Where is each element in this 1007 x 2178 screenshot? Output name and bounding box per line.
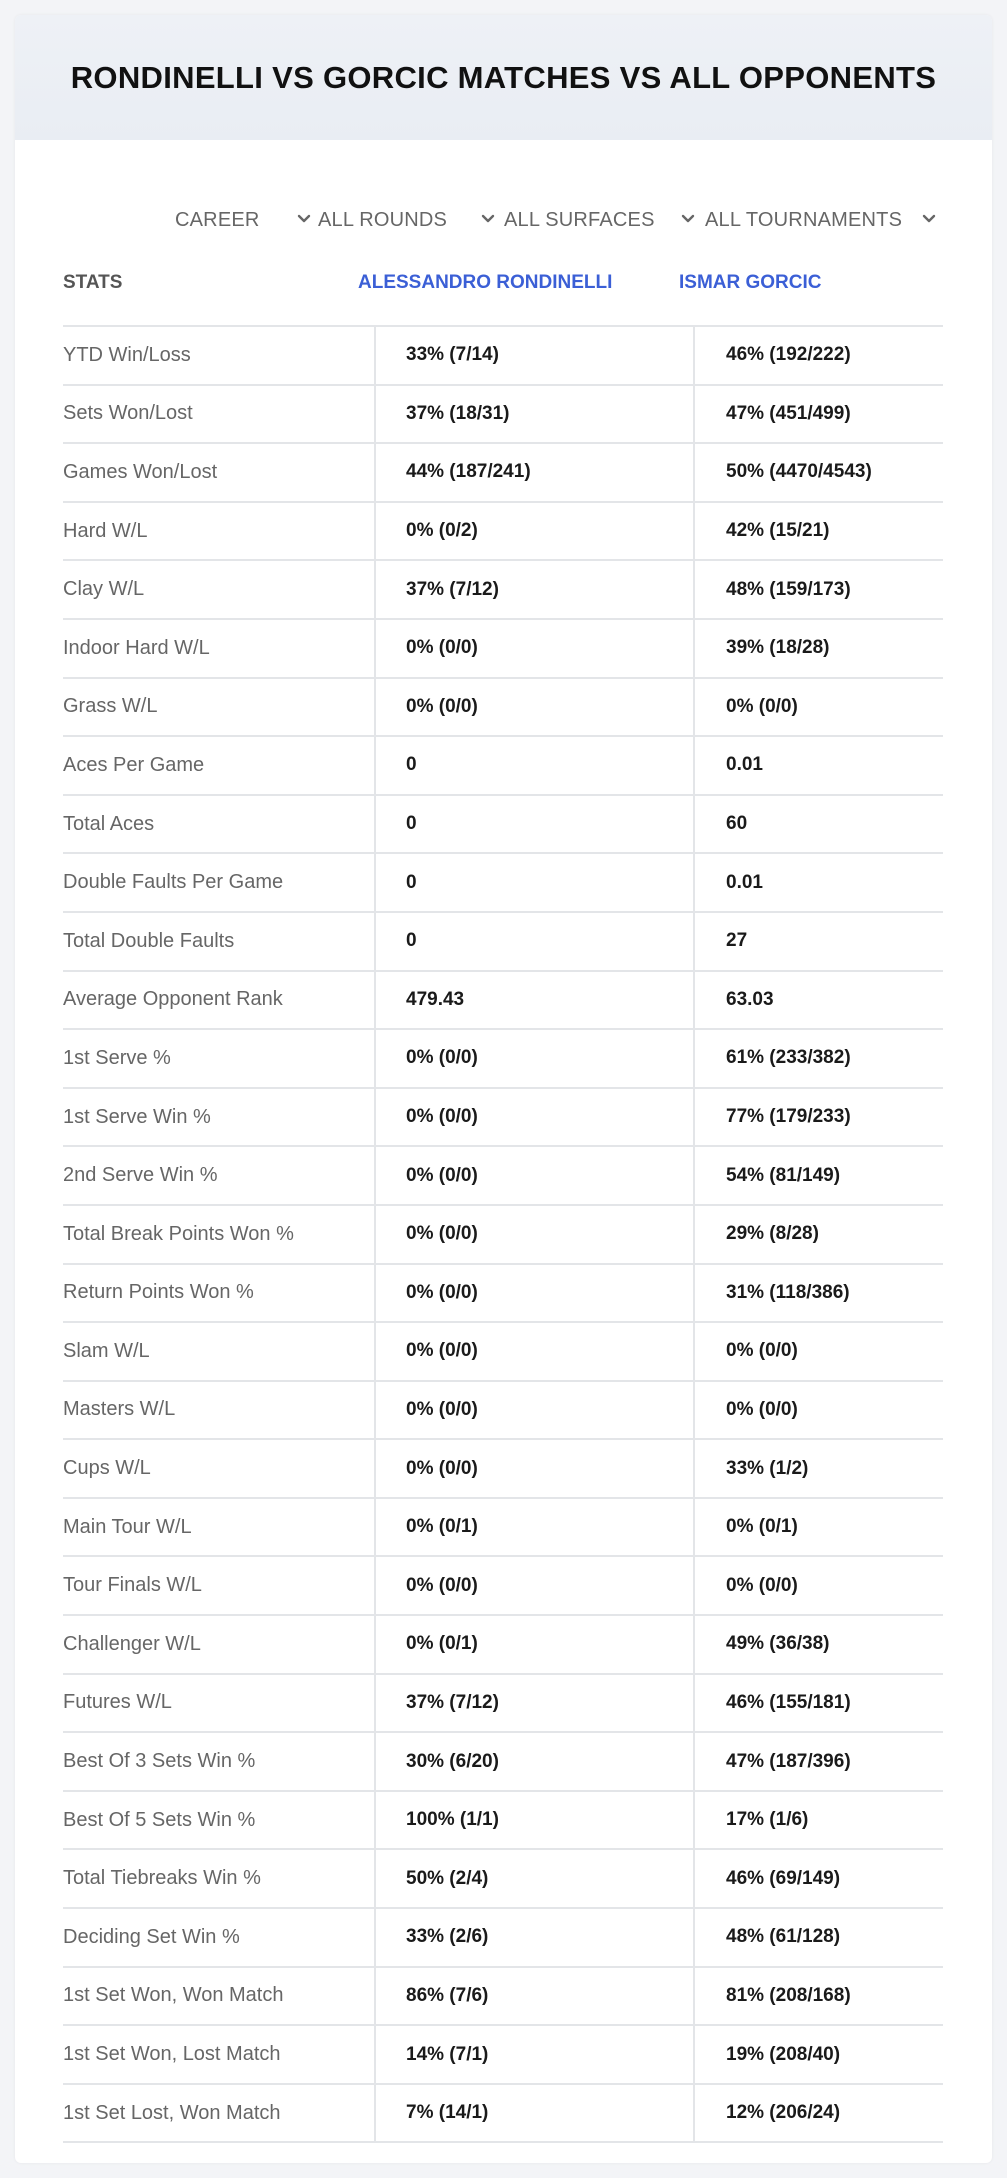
player1-value: 100% (1/1) — [406, 1809, 499, 1831]
table-row — [63, 1733, 943, 1792]
stat-label: Total Aces — [63, 812, 155, 835]
player2-value: 0% (0/0) — [726, 1340, 798, 1362]
stat-label: Main Tour W/L — [63, 1515, 192, 1538]
player2-value: 48% (61/128) — [726, 1926, 841, 1948]
table-row — [63, 1382, 943, 1441]
stat-label: Cups W/L — [63, 1457, 151, 1480]
table-row — [63, 972, 943, 1031]
column-header-player1[interactable]: ALESSANDRO RONDINELLI — [358, 272, 613, 293]
table-row — [63, 1323, 943, 1382]
table-row — [63, 1206, 943, 1265]
column-divider — [374, 327, 376, 2143]
player2-value: 47% (187/396) — [726, 1750, 851, 1772]
table-row — [63, 679, 943, 738]
table-row — [63, 1030, 943, 1089]
player2-value: 27 — [726, 930, 748, 952]
player2-value: 50% (4470/4543) — [726, 461, 872, 483]
table-row — [63, 386, 943, 445]
table-row — [63, 1675, 943, 1734]
stat-label: 1st Set Lost, Won Match — [63, 2101, 281, 2124]
stat-label: 2nd Serve Win % — [63, 1164, 218, 1187]
filter-rounds-label: ALL ROUNDS — [318, 208, 448, 231]
player2-value: 0.01 — [726, 754, 763, 776]
player2-value: 0% (0/0) — [726, 1398, 798, 1420]
stat-label: 1st Set Won, Lost Match — [63, 2043, 281, 2066]
player1-value: 7% (14/1) — [406, 2102, 489, 2124]
page-title: RONDINELLI VS GORCIC MATCHES VS ALL OPPONENTS — [70, 59, 937, 95]
player1-value: 0% (0/0) — [406, 1106, 478, 1128]
player2-value: 46% (155/181) — [726, 1691, 851, 1713]
stat-label: Total Break Points Won % — [63, 1222, 294, 1245]
player2-value: 47% (451/499) — [726, 402, 851, 424]
column-header-player2[interactable]: ISMAR GORCIC — [679, 272, 822, 293]
stats-card — [15, 15, 992, 2163]
player1-value: 0% (0/0) — [406, 1047, 478, 1069]
player1-value: 0 — [406, 813, 417, 835]
filter-career-label: CAREER — [175, 208, 260, 231]
table-row — [63, 854, 943, 913]
table-row — [63, 737, 943, 796]
player2-value: 19% (208/40) — [726, 2043, 841, 2065]
stat-label: Sets Won/Lost — [63, 402, 193, 425]
player1-value: 0% (0/1) — [406, 1633, 478, 1655]
chevron-down-icon — [479, 210, 497, 228]
player1-value: 37% (18/31) — [406, 402, 510, 424]
stat-label: 1st Set Won, Won Match — [63, 1984, 284, 2007]
table-body — [63, 327, 943, 2143]
stat-label: Aces Per Game — [63, 753, 205, 776]
table-row — [63, 2085, 943, 2144]
player2-value: 54% (81/149) — [726, 1164, 841, 1186]
filter-career-select[interactable] — [175, 190, 260, 250]
player2-value: 29% (8/28) — [726, 1223, 819, 1245]
table-row — [63, 1265, 943, 1324]
table-header — [63, 250, 943, 327]
player1-value: 0 — [406, 930, 417, 952]
player2-value: 46% (192/222) — [726, 344, 851, 366]
card-header — [15, 15, 992, 140]
stat-label: Return Points Won % — [63, 1281, 254, 1304]
player2-value: 12% (206/24) — [726, 2102, 841, 2124]
stat-label: Best Of 3 Sets Win % — [63, 1750, 256, 1773]
player1-value: 0% (0/0) — [406, 1340, 478, 1362]
player2-value: 49% (36/38) — [726, 1633, 830, 1655]
player2-value: 17% (1/6) — [726, 1809, 809, 1831]
stat-label: Deciding Set Win % — [63, 1925, 240, 1948]
table-row — [63, 1089, 943, 1148]
chevron-down-icon — [920, 210, 938, 228]
stat-label: Challenger W/L — [63, 1632, 201, 1655]
stat-label: Masters W/L — [63, 1398, 176, 1421]
player2-value: 0% (0/1) — [726, 1516, 798, 1538]
stat-label: Total Double Faults — [63, 929, 235, 952]
player2-value: 0% (0/0) — [726, 1574, 798, 1596]
player1-value: 33% (2/6) — [406, 1926, 489, 1948]
table-row — [63, 1499, 943, 1558]
player2-value: 42% (15/21) — [726, 520, 830, 542]
table-row — [63, 620, 943, 679]
stat-label: 1st Serve Win % — [63, 1105, 211, 1128]
table-row — [63, 503, 943, 562]
player1-value: 0% (0/0) — [406, 695, 478, 717]
player1-value: 0% (0/0) — [406, 1281, 478, 1303]
column-header-stats: STATS — [63, 272, 123, 293]
player1-value: 0% (0/0) — [406, 1457, 478, 1479]
player1-value: 30% (6/20) — [406, 1750, 499, 1772]
chevron-down-icon — [679, 210, 697, 228]
player2-value: 63.03 — [726, 988, 774, 1010]
stat-label: YTD Win/Loss — [63, 343, 191, 366]
player1-value: 50% (2/4) — [406, 1867, 489, 1889]
stat-label: Tour Finals W/L — [63, 1574, 202, 1597]
table-row — [63, 796, 943, 855]
player2-value: 48% (159/173) — [726, 578, 851, 600]
player1-value: 14% (7/1) — [406, 2043, 489, 2065]
filter-bar — [15, 190, 992, 250]
stat-label: Total Tiebreaks Win % — [63, 1867, 261, 1890]
player1-value: 479.43 — [406, 988, 465, 1010]
player2-value: 61% (233/382) — [726, 1047, 851, 1069]
table-row — [63, 1440, 943, 1499]
player1-value: 0% (0/0) — [406, 1398, 478, 1420]
table-row — [63, 1909, 943, 1968]
stat-label: Clay W/L — [63, 578, 145, 601]
player1-value: 37% (7/12) — [406, 1691, 499, 1713]
stat-label: Double Faults Per Game — [63, 871, 284, 894]
player2-value: 81% (208/168) — [726, 1984, 851, 2006]
player1-value: 0 — [406, 871, 417, 893]
player1-value: 0 — [406, 754, 417, 776]
table-row — [63, 444, 943, 503]
player2-value: 31% (118/386) — [726, 1281, 850, 1303]
stat-label: 1st Serve % — [63, 1046, 171, 1069]
table-row — [63, 327, 943, 386]
stat-label: Slam W/L — [63, 1339, 150, 1362]
player1-value: 0% (0/2) — [406, 520, 478, 542]
player1-value: 0% (0/0) — [406, 1223, 478, 1245]
stat-label: Indoor Hard W/L — [63, 636, 210, 659]
table-row — [63, 1557, 943, 1616]
player1-value: 0% (0/1) — [406, 1516, 478, 1538]
player1-value: 37% (7/12) — [406, 578, 499, 600]
stat-label: Futures W/L — [63, 1691, 172, 1714]
player2-value: 77% (179/233) — [726, 1106, 851, 1128]
player1-value: 0% (0/0) — [406, 637, 478, 659]
chevron-down-icon — [295, 210, 313, 228]
table-row — [63, 1850, 943, 1909]
table-row — [63, 1792, 943, 1851]
player2-value: 60 — [726, 813, 748, 835]
filter-surfaces-label: ALL SURFACES — [504, 208, 655, 231]
player2-value: 39% (18/28) — [726, 637, 830, 659]
column-divider — [693, 327, 695, 2143]
player1-value: 33% (7/14) — [406, 344, 499, 366]
player2-value: 46% (69/149) — [726, 1867, 841, 1889]
filter-tournaments-label: ALL TOURNAMENTS — [705, 208, 903, 231]
table-row — [63, 1968, 943, 2027]
stat-label: Grass W/L — [63, 695, 158, 718]
stat-label: Average Opponent Rank — [63, 988, 283, 1011]
stats-table — [63, 250, 943, 2143]
player1-value: 86% (7/6) — [406, 1984, 489, 2006]
player1-value: 44% (187/241) — [406, 461, 531, 483]
player1-value: 0% (0/0) — [406, 1574, 478, 1596]
filter-rounds-select[interactable] — [318, 190, 447, 250]
table-row — [63, 1147, 943, 1206]
player2-value: 33% (1/2) — [726, 1457, 809, 1479]
player1-value: 0% (0/0) — [406, 1164, 478, 1186]
stat-label: Games Won/Lost — [63, 460, 218, 483]
stat-label: Hard W/L — [63, 519, 148, 542]
table-row — [63, 913, 943, 972]
filter-tournaments-select[interactable] — [705, 190, 902, 250]
table-row — [63, 561, 943, 620]
player2-value: 0% (0/0) — [726, 695, 798, 717]
table-row — [63, 1616, 943, 1675]
table-row — [63, 2026, 943, 2085]
player2-value: 0.01 — [726, 871, 763, 893]
filter-surfaces-select[interactable] — [504, 190, 655, 250]
stat-label: Best Of 5 Sets Win % — [63, 1808, 256, 1831]
